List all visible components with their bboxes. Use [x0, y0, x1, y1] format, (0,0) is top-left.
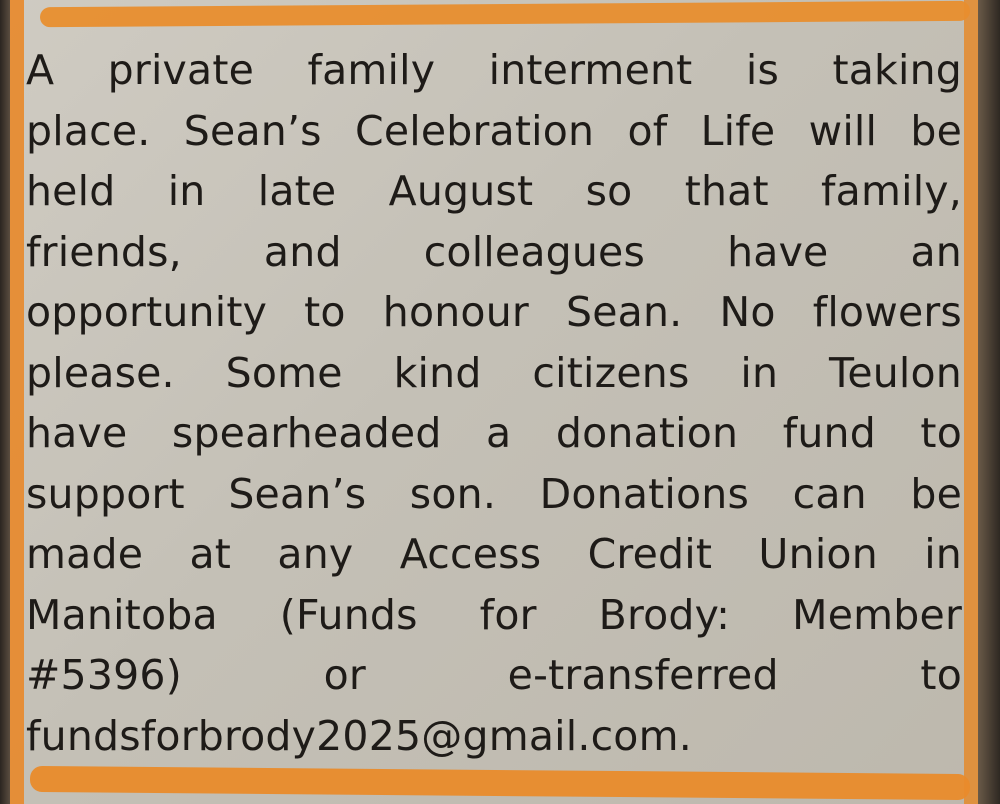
obituary-notice-text [26, 40, 962, 766]
notice-line: support Sean’s son. Donations can be [26, 469, 962, 518]
page-gutter-right [978, 0, 1000, 804]
notice-line: Manitoba (Funds for Brody: Member [26, 590, 962, 639]
highlight-border-bottom [30, 766, 970, 800]
notice-line-email: fundsforbrody2025@gmail.com. [26, 711, 692, 760]
notice-line: #5396) or e-transferred to [26, 651, 962, 699]
page-gutter-left [0, 0, 10, 804]
highlight-border-left [10, 0, 24, 804]
notice-line: A private family interment is taking [26, 46, 962, 94]
notice-line: made at any Access Credit Union in [26, 530, 962, 578]
notice-line: held in late August so that family, [26, 167, 962, 215]
notice-line: opportunity to honour Sean. No flowers [26, 288, 962, 336]
notice-line: friends, and colleagues have an [26, 227, 962, 276]
notice-line: please. Some kind citizens in Teulon [26, 348, 962, 397]
highlight-border-right [964, 0, 978, 804]
notice-line: place. Sean’s Celebration of Life will be [26, 106, 962, 155]
notice-line: have spearheaded a donation fund to [26, 409, 962, 457]
highlight-border-top [40, 1, 970, 27]
